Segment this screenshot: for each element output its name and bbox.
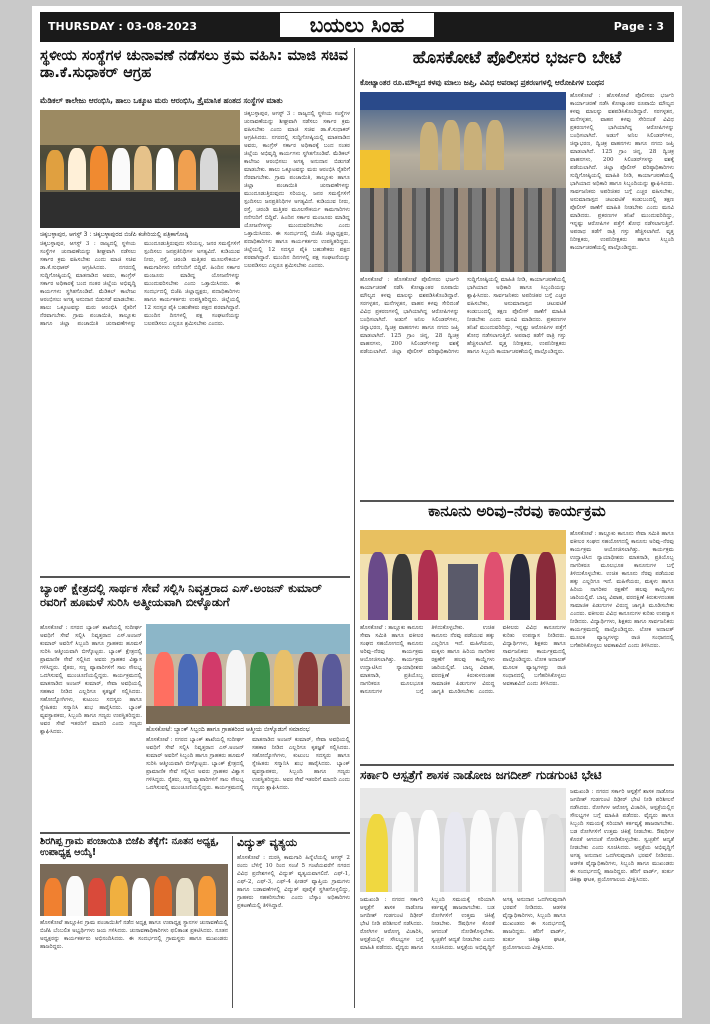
article-subhead: ಮೆಡಿಕಲ್ ಕಾಲೇಜು ಆರಂಭಿಸಿ, ಹಾಲು ಒಕ್ಕೂಟ ಮರು ಆರಂಭಿಸಿ, ತ್ರೈಮಾಸಿಕ ಹಂತದ ಸಂಸ್ಥೆಗಳ ಮಾತು (40, 96, 283, 105)
article-headline: ಬ್ಯಾಂಕ್ ಕ್ಷೇತ್ರದಲ್ಲಿ ಸಾರ್ಥಕ ಸೇವೆ ಸಲ್ಲಿಸಿ ನಿವೃತ್ತರಾದ ಎಸ್.ಅಂಜನ್ ಕುಮಾರ್ ರವರಿಗೆ ಹೂಮಳೆ ಸುರಿಸಿ ಅತ್ಮೀಯವಾಗಿ ಬೀಳ್ಕೊಡುಗೆ (40, 582, 322, 609)
section-rule (360, 764, 674, 766)
photo-caption: ಹೊಸಕೋಟೆ: ಬ್ಯಾಂಕ್ ಸಿಬ್ಬಂದಿ ಹಾಗೂ ಗ್ರಾಹಕರಿಂದ ಆತ್ಮೀಯ ಬೀಳ್ಕೊಡುಗೆ ಸಮಾರಂಭ (146, 726, 310, 733)
article-headline: ಶಿರಗಿಪ್ಪ ಗ್ರಾಮ ಪಂಚಾಯಿತಿ ಬಿಜೆಪಿ ತೆಕ್ಕೆಗೆ: ನೂತನ ಅಧ್ಯಕ್ಷ, ಉಪಾಧ್ಯಕ್ಷ ಆಯ್ಕೆ! (40, 836, 220, 859)
article-headline: ವಿದ್ಯುತ್ ವ್ಯತ್ಯಯ (237, 836, 298, 849)
section-rule (40, 576, 350, 578)
hospital-visit-photo (360, 788, 566, 892)
article-body: ಹೊಸಕೋಟೆ ತಾಲ್ಲೂಕಿನ ಗ್ರಾಮ ಪಂಚಾಯಿತಿಗೆ ನಡೆದ ಅಧ್ಯಕ್ಷ ಹಾಗೂ ಉಪಾಧ್ಯಕ್ಷ ಸ್ಥಾನಗಳ ಚುನಾವಣೆಯಲ್ಲಿ ಬಿಜೆಪಿ ಬೆಂಬಲಿತ ಅಭ್ಯರ್ಥಿಗಳು ಜಯ ಗಳಿಸಿದರು. ಚುನಾವಣಾಧಿಕಾರಿಗಳು ಫಲಿತಾಂಶ ಪ್ರಕಟಿಸಿದರು. ನೂತನ ಅಧ್ಯಕ್ಷರನ್ನು ಕಾರ್ಯಕರ್ತರು ಅಭಿನಂದಿಸಿದರು. ಈ ಸಂದರ್ಭದಲ್ಲಿ ಗ್ರಾಮಸ್ಥರು ಹಾಗೂ ಮುಖಂಡರು ಹಾಜರಿದ್ದರು. (40, 920, 228, 950)
article-headline: ಸರ್ಕಾರಿ ಆಸ್ಪತ್ರೆಗೆ ಶಾಸಕ ನಾಡೋಜ ಜಗದೀಶ್ ಗುಡಗುಂಟಿ ಭೇಟಿ (360, 768, 602, 782)
issue-date: THURSDAY : 03-08-2023 (48, 20, 198, 33)
article-body: ಚಿಕ್ಕಬಳ್ಳಾಪುರ, ಆಗಸ್ಟ್ 3 : ರಾಜ್ಯದಲ್ಲಿ ಸ್ಥಳೀಯ ಸಂಸ್ಥೆಗಳ ಚುನಾವಣೆಯನ್ನು ಶೀಘ್ರವಾಗಿ ನಡೆಸಲು ಸರ್ಕಾರ ಕ್ರಮ ವಹಿಸಬೇಕು ಎಂದು ಮಾಜಿ ಸಚಿವ ಡಾ.ಕೆ.ಸುಧಾಕರ್ ಆಗ್ರಹಿಸಿದರು. ನಗರದಲ್ಲಿ ಸುದ್ದಿಗೋಷ್ಠಿಯಲ್ಲಿ ಮಾತನಾಡಿದ ಅವರು, ಕಾಂಗ್ರೆಸ್ ಸರ್ಕಾರ ಅಧಿಕಾರಕ್ಕೆ ಬಂದ ನಂತರ ಜಿಲ್ಲೆಯ ಅಭಿವೃದ್ಧಿ ಕಾರ್ಯಗಳು ಸ್ಥಗಿತಗೊಂಡಿವೆ. ಮೆಡಿಕಲ್ ಕಾಲೇಜು ಆರಂಭಿಸಲು ಅಗತ್ಯ ಅನುದಾನ ಬಿಡುಗಡೆ ಮಾಡಬೇಕು. ಹಾಲು ಒಕ್ಕೂಟವನ್ನು ಮರು ಆರಂಭಿಸಿ ರೈತರಿಗೆ ನೆರವಾಗಬೇಕು. ಗ್ರಾಮ ಪಂಚಾಯಿತಿ, ತಾಲ್ಲೂಕು ಹಾಗೂ ಜಿಲ್ಲಾ ಪಂಚಾಯಿತಿ ಚುನಾವಣೆಗಳನ್ನು ಮುಂದೂಡುತ್ತಿರುವುದು ಸರಿಯಲ್ಲ. ಜನರ ಸಮಸ್ಯೆಗಳಿಗೆ ಸ್ಪಂದಿಸಲು ಜನಪ್ರತಿನಿಧಿಗಳ ಅಗತ್ಯವಿದೆ. ಕುಡಿಯುವ ನೀರು, ರಸ್ತೆ, ಚರಂಡಿ ಮತ್ತಿತರ ಮೂಲಸೌಕರ್ಯ ಕಾಮಗಾರಿಗಳು ನನೆಗುದಿಗೆ ಬಿದ್ದಿವೆ. ಹಿಂದಿನ ಸರ್ಕಾರ ಮಂಜೂರು ಮಾಡಿದ್ದ ಯೋಜನೆಗಳನ್ನು ಮುಂದುವರಿಸಬೇಕು ಎಂದು ಒತ್ತಾಯಿಸಿದರು. ಈ ಸಂದರ್ಭದಲ್ಲಿ ಬಿಜೆಪಿ ಜಿಲ್ಲಾಧ್ಯಕ್ಷರು, ಪದಾಧಿಕಾರಿಗಳು ಹಾಗೂ ಕಾರ್ಯಕರ್ತರು ಉಪಸ್ಥಿತರಿದ್ದರು. ಜಿಲ್ಲೆಯಲ್ಲಿ 12 ಸದಸ್ಯರ ಪೈಕಿ ಬಹುತೇಕರು ಪಕ್ಷದ ಪರವಾಗಿದ್ದಾರೆ. ಮುಂದಿನ ದಿನಗಳಲ್ಲಿ ಪಕ್ಷ ಸಂಘಟನೆಯನ್ನು ಬಲಪಡಿಸಲು ಎಲ್ಲರೂ ಶ್ರಮಿಸಬೇಕು ಎಂದರು. (40, 241, 240, 327)
article-headline: ಸ್ಥಳೀಯ ಸಂಸ್ಥೆಗಳ ಚುನಾವಣೆ ನಡೆಸಲು ಕ್ರಮ ವಹಿಸಿ: ಮಾಜಿ ಸಚಿವ ಡಾ.ಕೆ.ಸುಧಾಕರ್ ಆಗ್ರಹ (40, 48, 348, 82)
panchayat-photo (40, 864, 228, 916)
article-body-continued: ಚಿಕ್ಕಬಳ್ಳಾಪುರ, ಆಗಸ್ಟ್ 3 : ರಾಜ್ಯದಲ್ಲಿ ಸ್ಥಳೀಯ ಸಂಸ್ಥೆಗಳ ಚುನಾವಣೆಯನ್ನು ಶೀಘ್ರವಾಗಿ ನಡೆಸಲು ಸರ್ಕಾರ ಕ್ರಮ ವಹಿಸಬೇಕು ಎಂದು ಮಾಜಿ ಸಚಿವ ಡಾ.ಕೆ.ಸುಧಾಕರ್ ಆಗ್ರಹಿಸಿದರು. ನಗರದಲ್ಲಿ ಸುದ್ದಿಗೋಷ್ಠಿಯಲ್ಲಿ ಮಾತನಾಡಿದ ಅವರು, ಕಾಂಗ್ರೆಸ್ ಸರ್ಕಾರ ಅಧಿಕಾರಕ್ಕೆ ಬಂದ ನಂತರ ಜಿಲ್ಲೆಯ ಅಭಿವೃದ್ಧಿ ಕಾರ್ಯಗಳು ಸ್ಥಗಿತಗೊಂಡಿವೆ. ಮೆಡಿಕಲ್ ಕಾಲೇಜು ಆರಂಭಿಸಲು ಅಗತ್ಯ ಅನುದಾನ ಬಿಡುಗಡೆ ಮಾಡಬೇಕು. ಹಾಲು ಒಕ್ಕೂಟವನ್ನು ಮರು ಆರಂಭಿಸಿ ರೈತರಿಗೆ ನೆರವಾಗಬೇಕು. ಗ್ರಾಮ ಪಂಚಾಯಿತಿ, ತಾಲ್ಲೂಕು ಹಾಗೂ ಜಿಲ್ಲಾ ಪಂಚಾಯಿತಿ ಚುನಾವಣೆಗಳನ್ನು ಮುಂದೂಡುತ್ತಿರುವುದು ಸರಿಯಲ್ಲ. ಜನರ ಸಮಸ್ಯೆಗಳಿಗೆ ಸ್ಪಂದಿಸಲು ಜನಪ್ರತಿನಿಧಿಗಳ ಅಗತ್ಯವಿದೆ. ಕುಡಿಯುವ ನೀರು, ರಸ್ತೆ, ಚರಂಡಿ ಮತ್ತಿತರ ಮೂಲಸೌಕರ್ಯ ಕಾಮಗಾರಿಗಳು ನನೆಗುದಿಗೆ ಬಿದ್ದಿವೆ. ಹಿಂದಿನ ಸರ್ಕಾರ ಮಂಜೂರು ಮಾಡಿದ್ದ ಯೋಜನೆಗಳನ್ನು ಮುಂದುವರಿಸಬೇಕು ಎಂದು ಒತ್ತಾಯಿಸಿದರು. ಈ ಸಂದರ್ಭದಲ್ಲಿ ಬಿಜೆಪಿ ಜಿಲ್ಲಾಧ್ಯಕ್ಷರು, ಪದಾಧಿಕಾರಿಗಳು ಹಾಗೂ ಕಾರ್ಯಕರ್ತರು ಉಪಸ್ಥಿತರಿದ್ದರು. ಜಿಲ್ಲೆಯಲ್ಲಿ 12 ಸದಸ್ಯರ ಪೈಕಿ ಬಹುತೇಕರು ಪಕ್ಷದ ಪರವಾಗಿದ್ದಾರೆ. ಮುಂದಿನ ದಿನಗಳಲ್ಲಿ ಪಕ್ಷ ಸಂಘಟನೆಯನ್ನು ಬಲಪಡಿಸಲು ಎಲ್ಲರೂ ಶ್ರಮಿಸಬೇಕು ಎಂದರು. (244, 111, 350, 269)
newspaper-title: ಬಯಲು ಸಿಂಹ (280, 13, 435, 37)
column-divider (232, 836, 233, 1008)
article-body: ಹೊಸಕೋಟೆ : ದುರಸ್ತಿ ಕಾಮಗಾರಿ ಹಿನ್ನೆಲೆಯಲ್ಲಿ ಆಗಸ್ಟ್ 2 ರಂದು ಬೆಳಿಗ್ಗೆ 10 ರಿಂದ ಸಂಜೆ 5 ಗಂಟೆಯವರೆಗೆ ನಗರದ ವಿವಿಧ ಪ್ರದೇಶಗಳಲ್ಲಿ ವಿದ್ಯುತ್ ವ್ಯತ್ಯಯವಾಗಲಿದೆ. ಎಫ್-1, ಎಫ್-2, ಎಫ್-3, ಎಫ್-4 ಫೀಡರ್ ವ್ಯಾಪ್ತಿಯ ಗ್ರಾಮಗಳು ಹಾಗೂ ಬಡಾವಣೆಗಳಲ್ಲಿ ವಿದ್ಯುತ್ ಪೂರೈಕೆ ಸ್ಥಗಿತಗೊಳ್ಳಲಿದ್ದು, ಗ್ರಾಹಕರು ಸಹಕರಿಸಬೇಕು ಎಂದು ಬೆಸ್ಕಾಂ ಅಧಿಕಾರಿಗಳು ಪ್ರಕಟಣೆಯಲ್ಲಿ ತಿಳಿಸಿದ್ದಾರೆ. (237, 855, 350, 909)
article-body: ಹೊಸಕೋಟೆ : ತಾಲ್ಲೂಕು ಕಾನೂನು ಸೇವಾ ಸಮಿತಿ ಹಾಗೂ ವಕೀಲರ ಸಂಘದ ಸಹಯೋಗದಲ್ಲಿ ಕಾನೂನು ಅರಿವು–ನೆರವು ಕಾರ್ಯಕ್ರಮ ಆಯೋಜಿಸಲಾಗಿತ್ತು. ಕಾರ್ಯಕ್ರಮ ಉದ್ಘಾಟಿಸಿದ ನ್ಯಾಯಾಧೀಶರು ಮಾತನಾಡಿ, ಪ್ರತಿಯೊಬ್ಬ ನಾಗರಿಕರೂ ಮೂಲಭೂತ ಕಾನೂನುಗಳ ಬಗ್ಗೆ ತಿಳಿದುಕೊಳ್ಳಬೇಕು. ಉಚಿತ ಕಾನೂನು ನೆರವು ಪಡೆಯುವ ಹಕ್ಕು ಎಲ್ಲರಿಗೂ ಇದೆ. ಮಹಿಳೆಯರು, ಮಕ್ಕಳು ಹಾಗೂ ಹಿರಿಯ ನಾಗರಿಕರ ರಕ್ಷಣೆಗೆ ಹಲವು ಕಾಯ್ದೆಗಳು ಜಾರಿಯಲ್ಲಿವೆ. ಬಾಲ್ಯ ವಿವಾಹ, ವರದಕ್ಷಿಣೆ ಕಿರುಕುಳದಂತಹ ಸಾಮಾಜಿಕ ಪಿಡುಗುಗಳ ವಿರುದ್ಧ ಜಾಗೃತಿ ಮೂಡಿಸಬೇಕು ಎಂದರು. ವಕೀಲರು ವಿವಿಧ ಕಾನೂನುಗಳ ಕುರಿತು ಉಪನ್ಯಾಸ ನೀಡಿದರು. ವಿದ್ಯಾರ್ಥಿಗಳು, ಶಿಕ್ಷಕರು ಹಾಗೂ ಸಾರ್ವಜನಿಕರು ಕಾರ್ಯಕ್ರಮದಲ್ಲಿ ಪಾಲ್ಗೊಂಡಿದ್ದರು. ಲೋಕ ಅದಾಲತ್ ಮೂಲಕ ವ್ಯಾಜ್ಯಗಳನ್ನು ರಾಜಿ ಸಂಧಾನದಲ್ಲಿ ಬಗೆಹರಿಸಿಕೊಳ್ಳಲು ಅವಕಾಶವಿದೆ ಎಂದು ತಿಳಿಸಿದರು. (360, 625, 566, 695)
article-headline: ಕಾನೂನು ಅರಿವು–ನೆರವು ಕಾರ್ಯಕ್ರಮ (428, 502, 606, 520)
article-body-continued: ಜಮಖಂಡಿ : ನಗರದ ಸರ್ಕಾರಿ ಆಸ್ಪತ್ರೆಗೆ ಶಾಸಕ ನಾಡೋಜ ಜಗದೀಶ್ ಗುಡಗುಂಟಿ ದಿಢೀರ್ ಭೇಟಿ ನೀಡಿ ಪರಿಶೀಲನೆ ನಡೆಸಿದರು. ರೋಗಿಗಳ ಆರೋಗ್ಯ ವಿಚಾರಿಸಿ, ಆಸ್ಪತ್ರೆಯಲ್ಲಿನ ಸೌಲಭ್ಯಗಳ ಬಗ್ಗೆ ಮಾಹಿತಿ ಪಡೆದರು. ವೈದ್ಯರು ಹಾಗೂ ಸಿಬ್ಬಂದಿ ಸಮಯಕ್ಕೆ ಸರಿಯಾಗಿ ಕರ್ತವ್ಯಕ್ಕೆ ಹಾಜರಾಗಬೇಕು. ಬಡ ರೋಗಿಗಳಿಗೆ ಉತ್ತಮ ಚಿಕಿತ್ಸೆ ನೀಡಬೇಕು. ಔಷಧಿಗಳ ಕೊರತೆ ಆಗದಂತೆ ನೋಡಿಕೊಳ್ಳಬೇಕು. ಸ್ವಚ್ಛತೆಗೆ ಆದ್ಯತೆ ನೀಡಬೇಕು ಎಂದು ಸೂಚಿಸಿದರು. ಆಸ್ಪತ್ರೆಯ ಅಭಿವೃದ್ಧಿಗೆ ಅಗತ್ಯ ಅನುದಾನ ಒದಗಿಸುವುದಾಗಿ ಭರವಸೆ ನೀಡಿದರು. ಆಡಳಿತ ವೈದ್ಯಾಧಿಕಾರಿಗಳು, ಸಿಬ್ಬಂದಿ ಹಾಗೂ ಮುಖಂಡರು ಈ ಸಂದರ್ಭದಲ್ಲಿ ಹಾಜರಿದ್ದರು. ಹೆರಿಗೆ ವಾರ್ಡ್, ತುರ್ತು ಚಿಕಿತ್ಸಾ ಘಟಕ, ಪ್ರಯೋಗಾಲಯ ವೀಕ್ಷಿಸಿದರು. (570, 789, 674, 883)
article-body: ಜಮಖಂಡಿ : ನಗರದ ಸರ್ಕಾರಿ ಆಸ್ಪತ್ರೆಗೆ ಶಾಸಕ ನಾಡೋಜ ಜಗದೀಶ್ ಗುಡಗುಂಟಿ ದಿಢೀರ್ ಭೇಟಿ ನೀಡಿ ಪರಿಶೀಲನೆ ನಡೆಸಿದರು. ರೋಗಿಗಳ ಆರೋಗ್ಯ ವಿಚಾರಿಸಿ, ಆಸ್ಪತ್ರೆಯಲ್ಲಿನ ಸೌಲಭ್ಯಗಳ ಬಗ್ಗೆ ಮಾಹಿತಿ ಪಡೆದರು. ವೈದ್ಯರು ಹಾಗೂ ಸಿಬ್ಬಂದಿ ಸಮಯಕ್ಕೆ ಸರಿಯಾಗಿ ಕರ್ತವ್ಯಕ್ಕೆ ಹಾಜರಾಗಬೇಕು. ಬಡ ರೋಗಿಗಳಿಗೆ ಉತ್ತಮ ಚಿಕಿತ್ಸೆ ನೀಡಬೇಕು. ಔಷಧಿಗಳ ಕೊರತೆ ಆಗದಂತೆ ನೋಡಿಕೊಳ್ಳಬೇಕು. ಸ್ವಚ್ಛತೆಗೆ ಆದ್ಯತೆ ನೀಡಬೇಕು ಎಂದು ಸೂಚಿಸಿದರು. ಆಸ್ಪತ್ರೆಯ ಅಭಿವೃದ್ಧಿಗೆ ಅಗತ್ಯ ಅನುದಾನ ಒದಗಿಸುವುದಾಗಿ ಭರವಸೆ ನೀಡಿದರು. ಆಡಳಿತ ವೈದ್ಯಾಧಿಕಾರಿಗಳು, ಸಿಬ್ಬಂದಿ ಹಾಗೂ ಮುಖಂಡರು ಈ ಸಂದರ್ಭದಲ್ಲಿ ಹಾಜರಿದ್ದರು. ಹೆರಿಗೆ ವಾರ್ಡ್, ತುರ್ತು ಚಿಕಿತ್ಸಾ ಘಟಕ, ಪ್ರಯೋಗಾಲಯ ವೀಕ್ಷಿಸಿದರು. (360, 897, 566, 951)
press-meet-photo (40, 110, 240, 228)
legal-awareness-photo (360, 530, 566, 620)
column-divider (354, 48, 355, 1008)
article-body: ಹೊಸಕೋಟೆ : ಹೊಸಕೋಟೆ ಪೊಲೀಸರು ಭರ್ಜರಿ ಕಾರ್ಯಾಚರಣೆ ನಡೆಸಿ ಕೋಟ್ಯಾಂತರ ರೂಪಾಯಿ ಮೌಲ್ಯದ ಕಳವು ಮಾಲನ್ನು ವಶಪಡಿಸಿಕೊಂಡಿದ್ದಾರೆ. ಸರಗಳ್ಳತನ, ಮನೆಗಳ್ಳತನ, ವಾಹನ ಕಳವು ಸೇರಿದಂತೆ ವಿವಿಧ ಪ್ರಕರಣಗಳಲ್ಲಿ ಭಾಗಿಯಾಗಿದ್ದ ಆರೋಪಿಗಳನ್ನು ಬಂಧಿಸಲಾಗಿದೆ. ಅಡುಗೆ ಅನಿಲ ಸಿಲಿಂಡರ್‌ಗಳು, ಚಿನ್ನಾಭರಣ, ದ್ವಿಚಕ್ರ ವಾಹನಗಳು ಹಾಗೂ ನಗದು ಜಪ್ತಿ ಮಾಡಲಾಗಿದೆ. 125 ಗ್ರಾಂ ಚಿನ್ನ, 28 ದ್ವಿಚಕ್ರ ವಾಹನಗಳು, 200 ಸಿಲಿಂಡರ್‌ಗಳನ್ನು ವಶಕ್ಕೆ ಪಡೆಯಲಾಗಿದೆ. ಜಿಲ್ಲಾ ಪೊಲೀಸ್ ವರಿಷ್ಠಾಧಿಕಾರಿಗಳು ಸುದ್ದಿಗೋಷ್ಠಿಯಲ್ಲಿ ಮಾಹಿತಿ ನೀಡಿ, ಕಾರ್ಯಾಚರಣೆಯಲ್ಲಿ ಭಾಗಿಯಾದ ಅಧಿಕಾರಿ ಹಾಗೂ ಸಿಬ್ಬಂದಿಯನ್ನು ಶ್ಲಾಘಿಸಿದರು. ಸಾರ್ವಜನಿಕರು ಅಪರಿಚಿತರ ಬಗ್ಗೆ ಎಚ್ಚರ ವಹಿಸಬೇಕು, ಅನುಮಾನಾಸ್ಪದ ಚಟುವಟಿಕೆ ಕಂಡುಬಂದಲ್ಲಿ ತಕ್ಷಣ ಪೊಲೀಸ್ ಠಾಣೆಗೆ ಮಾಹಿತಿ ನೀಡಬೇಕು ಎಂದು ಮನವಿ ಮಾಡಿದರು. ಪ್ರಕರಣಗಳ ತನಿಖೆ ಮುಂದುವರಿದಿದ್ದು, ಇನ್ನಷ್ಟು ಆರೋಪಿಗಳ ಪತ್ತೆಗೆ ಶೋಧ ನಡೆಸಲಾಗುತ್ತಿದೆ. ಅಪರಾಧ ತಡೆಗೆ ರಾತ್ರಿ ಗಸ್ತು ಹೆಚ್ಚಿಸಲಾಗಿದೆ. ವೃತ್ತ ನಿರೀಕ್ಷಕರು, ಉಪನಿರೀಕ್ಷಕರು ಹಾಗೂ ಸಿಬ್ಬಂದಿ ಕಾರ್ಯಾಚರಣೆಯಲ್ಲಿ ಪಾಲ್ಗೊಂಡಿದ್ದರು. (570, 93, 674, 251)
article-body-continued: ಹೊಸಕೋಟೆ : ಹೊಸಕೋಟೆ ಪೊಲೀಸರು ಭರ್ಜರಿ ಕಾರ್ಯಾಚರಣೆ ನಡೆಸಿ ಕೋಟ್ಯಾಂತರ ರೂಪಾಯಿ ಮೌಲ್ಯದ ಕಳವು ಮಾಲನ್ನು ವಶಪಡಿಸಿಕೊಂಡಿದ್ದಾರೆ. ಸರಗಳ್ಳತನ, ಮನೆಗಳ್ಳತನ, ವಾಹನ ಕಳವು ಸೇರಿದಂತೆ ವಿವಿಧ ಪ್ರಕರಣಗಳಲ್ಲಿ ಭಾಗಿಯಾಗಿದ್ದ ಆರೋಪಿಗಳನ್ನು ಬಂಧಿಸಲಾಗಿದೆ. ಅಡುಗೆ ಅನಿಲ ಸಿಲಿಂಡರ್‌ಗಳು, ಚಿನ್ನಾಭರಣ, ದ್ವಿಚಕ್ರ ವಾಹನಗಳು ಹಾಗೂ ನಗದು ಜಪ್ತಿ ಮಾಡಲಾಗಿದೆ. 125 ಗ್ರಾಂ ಚಿನ್ನ, 28 ದ್ವಿಚಕ್ರ ವಾಹನಗಳು, 200 ಸಿಲಿಂಡರ್‌ಗಳನ್ನು ವಶಕ್ಕೆ ಪಡೆಯಲಾಗಿದೆ. ಜಿಲ್ಲಾ ಪೊಲೀಸ್ ವರಿಷ್ಠಾಧಿಕಾರಿಗಳು ಸುದ್ದಿಗೋಷ್ಠಿಯಲ್ಲಿ ಮಾಹಿತಿ ನೀಡಿ, ಕಾರ್ಯಾಚರಣೆಯಲ್ಲಿ ಭಾಗಿಯಾದ ಅಧಿಕಾರಿ ಹಾಗೂ ಸಿಬ್ಬಂದಿಯನ್ನು ಶ್ಲಾಘಿಸಿದರು. ಸಾರ್ವಜನಿಕರು ಅಪರಿಚಿತರ ಬಗ್ಗೆ ಎಚ್ಚರ ವಹಿಸಬೇಕು, ಅನುಮಾನಾಸ್ಪದ ಚಟುವಟಿಕೆ ಕಂಡುಬಂದಲ್ಲಿ ತಕ್ಷಣ ಪೊಲೀಸ್ ಠಾಣೆಗೆ ಮಾಹಿತಿ ನೀಡಬೇಕು ಎಂದು ಮನವಿ ಮಾಡಿದರು. ಪ್ರಕರಣಗಳ ತನಿಖೆ ಮುಂದುವರಿದಿದ್ದು, ಇನ್ನಷ್ಟು ಆರೋಪಿಗಳ ಪತ್ತೆಗೆ ಶೋಧ ನಡೆಸಲಾಗುತ್ತಿದೆ. ಅಪರಾಧ ತಡೆಗೆ ರಾತ್ರಿ ಗಸ್ತು ಹೆಚ್ಚಿಸಲಾಗಿದೆ. ವೃತ್ತ ನಿರೀಕ್ಷಕರು, ಉಪನಿರೀಕ್ಷಕರು ಹಾಗೂ ಸಿಬ್ಬಂದಿ ಕಾರ್ಯಾಚರಣೆಯಲ್ಲಿ ಪಾಲ್ಗೊಂಡಿದ್ದರು. (360, 277, 566, 355)
farewell-photo (146, 624, 350, 724)
article-subhead: ಕೋಟ್ಯಾಂತರ ರೂ.ಮೌಲ್ಯದ ಕಳವು ಮಾಲು ಜಪ್ತಿ, ವಿವಿಧ ಅಪರಾಧ ಪ್ರಕರಣಗಳಲ್ಲಿ ಆರೋಪಿಗಳ ಬಂಧನ (360, 78, 605, 87)
article-body: ಹೊಸಕೋಟೆ : ನಗರದ ಬ್ಯಾಂಕ್ ಶಾಖೆಯಲ್ಲಿ ಸುದೀರ್ಘ ಅವಧಿಗೆ ಸೇವೆ ಸಲ್ಲಿಸಿ ನಿವೃತ್ತರಾದ ಎಸ್.ಅಂಜನ್ ಕುಮಾರ್ ಅವರಿಗೆ ಸಿಬ್ಬಂದಿ ಹಾಗೂ ಗ್ರಾಹಕರು ಹೂಮಳೆ ಸುರಿಸಿ ಆತ್ಮೀಯವಾಗಿ ಬೀಳ್ಕೊಟ್ಟರು. ಬ್ಯಾಂಕ್ ಕ್ಷೇತ್ರದಲ್ಲಿ ಪ್ರಾಮಾಣಿಕ ಸೇವೆ ಸಲ್ಲಿಸಿದ ಅವರು ಗ್ರಾಹಕರ ವಿಶ್ವಾಸ ಗಳಿಸಿದ್ದರು. ರೈತರು, ಸಣ್ಣ ವ್ಯಾಪಾರಿಗಳಿಗೆ ಸಾಲ ಸೌಲಭ್ಯ ಒದಗಿಸುವಲ್ಲಿ ಮುಂಚೂಣಿಯಲ್ಲಿದ್ದರು. ಕಾರ್ಯಕ್ರಮದಲ್ಲಿ ಮಾತನಾಡಿದ ಅಂಜನ್ ಕುಮಾರ್, ಸೇವಾ ಅವಧಿಯಲ್ಲಿ ಸಹಕಾರ ನೀಡಿದ ಎಲ್ಲರಿಗೂ ಕೃತಜ್ಞತೆ ಸಲ್ಲಿಸಿದರು. ಸಹೋದ್ಯೋಗಿಗಳು, ಕುಟುಂಬ ಸದಸ್ಯರು ಹಾಗೂ ಸ್ನೇಹಿತರು ಸನ್ಮಾನಿಸಿ ಶುಭ ಹಾರೈಸಿದರು. ಬ್ಯಾಂಕ್ ವ್ಯವಸ್ಥಾಪಕರು, ಸಿಬ್ಬಂದಿ ಹಾಗೂ ಗಣ್ಯರು ಉಪಸ್ಥಿತರಿದ್ದರು. ಅವರ ಸೇವೆ ಇತರರಿಗೆ ಮಾದರಿ ಎಂದು ಗಣ್ಯರು ಶ್ಲಾಘಿಸಿದರು. (40, 625, 142, 735)
seized-goods-photo (360, 92, 566, 272)
page-number: Page : 3 (613, 20, 664, 33)
article-headline: ಹೊಸಕೋಟೆ ಪೊಲೀಸರ ಭರ್ಜರಿ ಬೇಟೆ (412, 48, 622, 68)
newspaper-page (32, 6, 682, 1018)
article-body-continued: ಹೊಸಕೋಟೆ : ತಾಲ್ಲೂಕು ಕಾನೂನು ಸೇವಾ ಸಮಿತಿ ಹಾಗೂ ವಕೀಲರ ಸಂಘದ ಸಹಯೋಗದಲ್ಲಿ ಕಾನೂನು ಅರಿವು–ನೆರವು ಕಾರ್ಯಕ್ರಮ ಆಯೋಜಿಸಲಾಗಿತ್ತು. ಕಾರ್ಯಕ್ರಮ ಉದ್ಘಾಟಿಸಿದ ನ್ಯಾಯಾಧೀಶರು ಮಾತನಾಡಿ, ಪ್ರತಿಯೊಬ್ಬ ನಾಗರಿಕರೂ ಮೂಲಭೂತ ಕಾನೂನುಗಳ ಬಗ್ಗೆ ತಿಳಿದುಕೊಳ್ಳಬೇಕು. ಉಚಿತ ಕಾನೂನು ನೆರವು ಪಡೆಯುವ ಹಕ್ಕು ಎಲ್ಲರಿಗೂ ಇದೆ. ಮಹಿಳೆಯರು, ಮಕ್ಕಳು ಹಾಗೂ ಹಿರಿಯ ನಾಗರಿಕರ ರಕ್ಷಣೆಗೆ ಹಲವು ಕಾಯ್ದೆಗಳು ಜಾರಿಯಲ್ಲಿವೆ. ಬಾಲ್ಯ ವಿವಾಹ, ವರದಕ್ಷಿಣೆ ಕಿರುಕುಳದಂತಹ ಸಾಮಾಜಿಕ ಪಿಡುಗುಗಳ ವಿರುದ್ಧ ಜಾಗೃತಿ ಮೂಡಿಸಬೇಕು ಎಂದರು. ವಕೀಲರು ವಿವಿಧ ಕಾನೂನುಗಳ ಕುರಿತು ಉಪನ್ಯಾಸ ನೀಡಿದರು. ವಿದ್ಯಾರ್ಥಿಗಳು, ಶಿಕ್ಷಕರು ಹಾಗೂ ಸಾರ್ವಜನಿಕರು ಕಾರ್ಯಕ್ರಮದಲ್ಲಿ ಪಾಲ್ಗೊಂಡಿದ್ದರು. ಲೋಕ ಅದಾಲತ್ ಮೂಲಕ ವ್ಯಾಜ್ಯಗಳನ್ನು ರಾಜಿ ಸಂಧಾನದಲ್ಲಿ ಬಗೆಹರಿಸಿಕೊಳ್ಳಲು ಅವಕಾಶವಿದೆ ಎಂದು ತಿಳಿಸಿದರು. (570, 531, 674, 649)
photo-caption: ಚಿಕ್ಕಬಳ್ಳಾಪುರ, ಆಗಸ್ಟ್ 3 : ಚಿಕ್ಕಬಳ್ಳಾಪುರದ ಬಿಜೆಪಿ ಕಚೇರಿಯಲ್ಲಿ ಪತ್ರಿಕಾಗೋಷ್ಠಿ (40, 231, 189, 238)
section-rule (40, 832, 350, 834)
article-body-continued: ಹೊಸಕೋಟೆ : ನಗರದ ಬ್ಯಾಂಕ್ ಶಾಖೆಯಲ್ಲಿ ಸುದೀರ್ಘ ಅವಧಿಗೆ ಸೇವೆ ಸಲ್ಲಿಸಿ ನಿವೃತ್ತರಾದ ಎಸ್.ಅಂಜನ್ ಕುಮಾರ್ ಅವರಿಗೆ ಸಿಬ್ಬಂದಿ ಹಾಗೂ ಗ್ರಾಹಕರು ಹೂಮಳೆ ಸುರಿಸಿ ಆತ್ಮೀಯವಾಗಿ ಬೀಳ್ಕೊಟ್ಟರು. ಬ್ಯಾಂಕ್ ಕ್ಷೇತ್ರದಲ್ಲಿ ಪ್ರಾಮಾಣಿಕ ಸೇವೆ ಸಲ್ಲಿಸಿದ ಅವರು ಗ್ರಾಹಕರ ವಿಶ್ವಾಸ ಗಳಿಸಿದ್ದರು. ರೈತರು, ಸಣ್ಣ ವ್ಯಾಪಾರಿಗಳಿಗೆ ಸಾಲ ಸೌಲಭ್ಯ ಒದಗಿಸುವಲ್ಲಿ ಮುಂಚೂಣಿಯಲ್ಲಿದ್ದರು. ಕಾರ್ಯಕ್ರಮದಲ್ಲಿ ಮಾತನಾಡಿದ ಅಂಜನ್ ಕುಮಾರ್, ಸೇವಾ ಅವಧಿಯಲ್ಲಿ ಸಹಕಾರ ನೀಡಿದ ಎಲ್ಲರಿಗೂ ಕೃತಜ್ಞತೆ ಸಲ್ಲಿಸಿದರು. ಸಹೋದ್ಯೋಗಿಗಳು, ಕುಟುಂಬ ಸದಸ್ಯರು ಹಾಗೂ ಸ್ನೇಹಿತರು ಸನ್ಮಾನಿಸಿ ಶುಭ ಹಾರೈಸಿದರು. ಬ್ಯಾಂಕ್ ವ್ಯವಸ್ಥಾಪಕರು, ಸಿಬ್ಬಂದಿ ಹಾಗೂ ಗಣ್ಯರು ಉಪಸ್ಥಿತರಿದ್ದರು. ಅವರ ಸೇವೆ ಇತರರಿಗೆ ಮಾದರಿ ಎಂದು ಗಣ್ಯರು ಶ್ಲಾಘಿಸಿದರು. (146, 737, 350, 791)
masthead (40, 12, 674, 42)
